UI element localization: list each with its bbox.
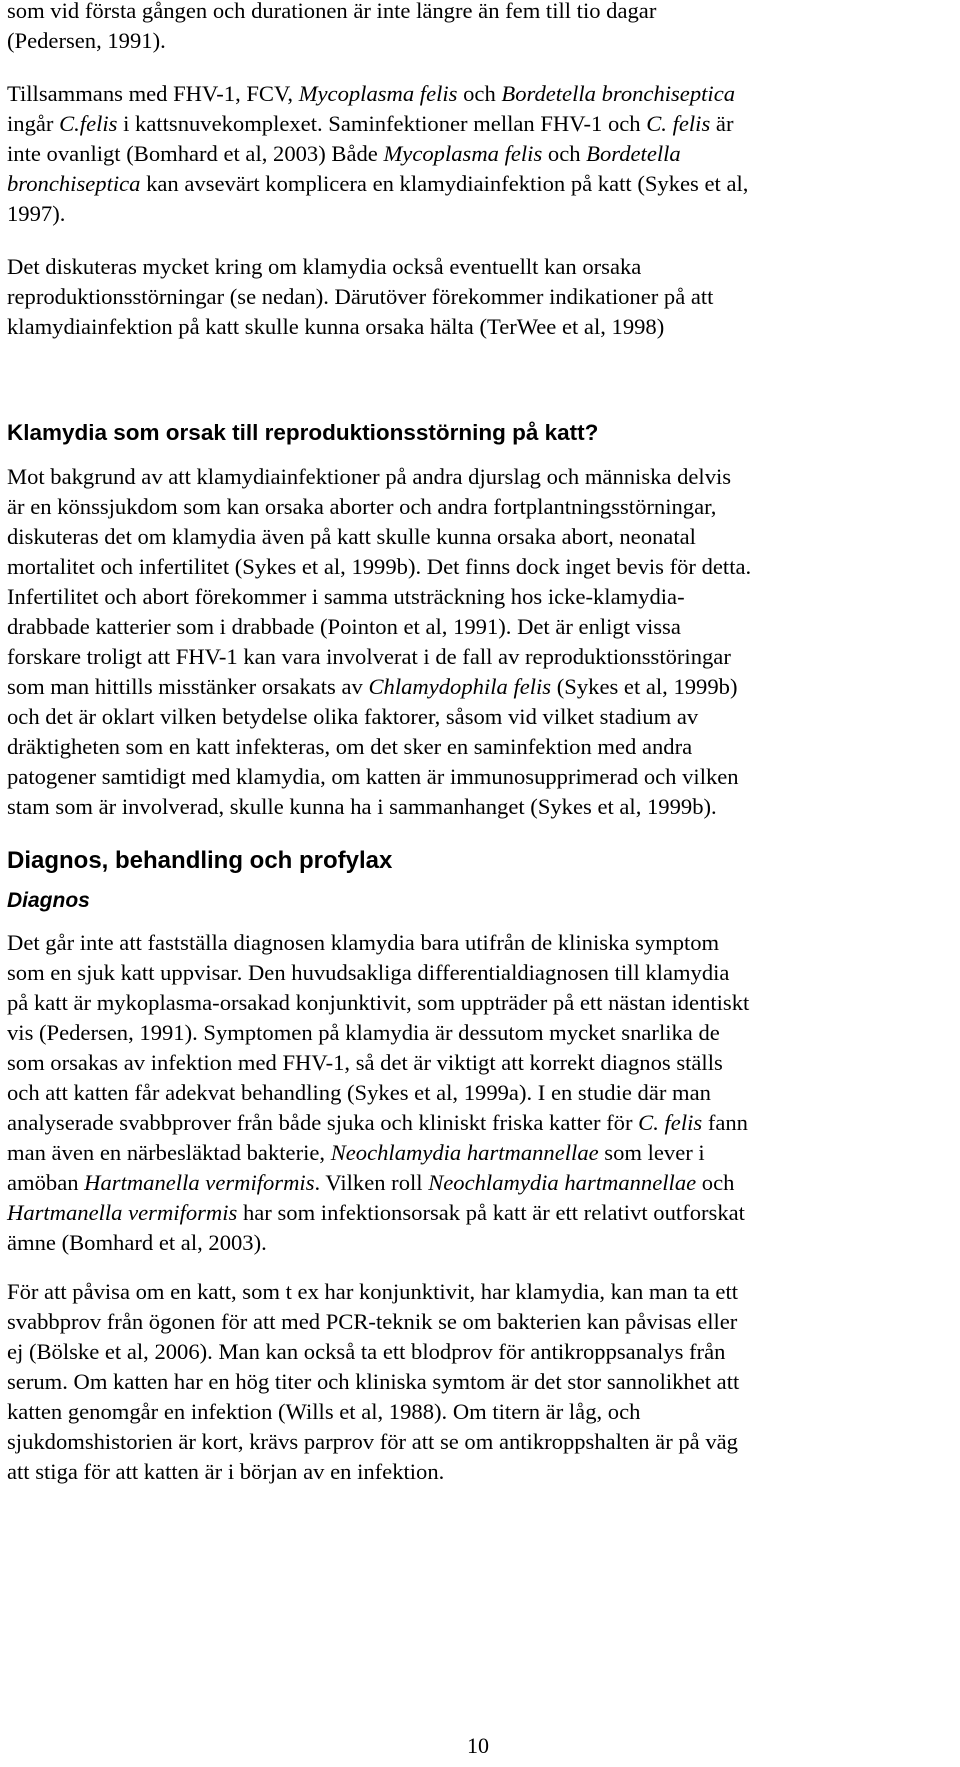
- text-run: kan avsevärt komplicera en klamydiainfektion på katt (Sykes et al,: [140, 171, 749, 196]
- text-run: Mot bakgrund av att klamydiainfektioner på andra djurslag och människa delvis: [7, 464, 732, 489]
- text-line: [7, 462, 947, 492]
- text-line: [7, 988, 947, 1018]
- italic-text: C.felis: [59, 111, 118, 136]
- heading-reproduction: Klamydia som orsak till reproduktionsstörning på katt?: [7, 420, 599, 445]
- text-run: ingår: [7, 111, 60, 136]
- text-run: sjukdomshistorien är kort, krävs parprov för att se om antikroppshalten är på väg: [7, 1429, 738, 1454]
- text-run: Infertilitet och abort förekommer i samma utsträckning hos icke-klamydia-: [7, 584, 685, 609]
- text-line: [7, 732, 947, 762]
- text-line: [7, 1228, 947, 1258]
- text-line: [7, 282, 947, 312]
- text-run: är en könssjukdom som kan orsaka aborter och andra fortplantningsstörningar,: [7, 494, 717, 519]
- text-line: [7, 199, 947, 229]
- text-line: [7, 1367, 947, 1397]
- text-line: [7, 958, 947, 988]
- heading-diagnosis-section: Diagnos, behandling och profylax: [7, 847, 393, 874]
- paragraph-5: [7, 928, 947, 1258]
- italic-text: C. felis: [646, 111, 711, 136]
- paragraph-3: [7, 252, 947, 342]
- paragraph-4: [7, 462, 947, 822]
- text-run: fann: [702, 1110, 748, 1135]
- text-run: och det är oklart vilken betydelse olika faktorer, såsom vid vilket stadium av: [7, 704, 699, 729]
- text-run: (Sykes et al, 1999b): [551, 674, 738, 699]
- text-run: i kattsnuvekomplexet. Saminfektioner mellan FHV-1 och: [117, 111, 647, 136]
- text-line: [7, 702, 947, 732]
- text-run: analyserade svabbprover från både sjuka och kliniskt friska katter för: [7, 1110, 639, 1135]
- italic-text: Mycoplasma felis: [383, 141, 543, 166]
- text-run: forskare troligt att FHV-1 kan vara involverat i de fall av reproduktionsstöringar: [7, 644, 731, 669]
- text-line: [7, 1138, 947, 1168]
- text-run: diskuteras det om klamydia även på katt skulle kunna orsaka abort, neonatal: [7, 524, 696, 549]
- text-run: För att påvisa om en katt, som t ex har konjunktivit, har klamydia, kan man ta ett: [7, 1279, 738, 1304]
- text-line: [7, 642, 947, 672]
- text-line: [7, 1018, 947, 1048]
- italic-text: Neochlamydia hartmannellae: [330, 1140, 599, 1165]
- text-run: dräktigheten som en katt infekteras, om det sker en saminfektion med andra: [7, 734, 693, 759]
- text-line: [7, 312, 947, 342]
- text-line: [7, 582, 947, 612]
- italic-text: Mycoplasma felis: [298, 81, 458, 106]
- text-line: [7, 1337, 947, 1367]
- text-run: på katt är mykoplasma-orsakad konjunktivit, som uppträder på ett nästan identiskt: [7, 990, 750, 1015]
- heading-diagnosis: Diagnos: [7, 889, 90, 912]
- text-line: [7, 492, 947, 522]
- italic-text: bronchiseptica: [7, 171, 141, 196]
- text-run: och: [696, 1170, 735, 1195]
- text-line: [7, 1108, 947, 1138]
- text-line: [7, 1397, 947, 1427]
- text-line: [7, 762, 947, 792]
- text-run: som man hittills misstänker orsakats av: [7, 674, 369, 699]
- italic-text: Bordetella: [586, 141, 681, 166]
- text-line: [7, 1427, 947, 1457]
- text-line: [7, 1457, 947, 1487]
- paragraph-6: [7, 1277, 947, 1487]
- text-run: 1997).: [7, 201, 66, 226]
- text-line: [7, 552, 947, 582]
- text-line: [7, 1048, 947, 1078]
- text-run: är: [710, 111, 734, 136]
- italic-text: Hartmanella vermiformis: [7, 1200, 238, 1225]
- text-run: (Pedersen, 1991).: [7, 28, 166, 53]
- text-line: [7, 1198, 947, 1228]
- text-run: amöban: [7, 1170, 85, 1195]
- text-run: vis (Pedersen, 1991). Symptomen på klamydia är dessutom mycket snarlika de: [7, 1020, 720, 1045]
- text-line: [7, 928, 947, 958]
- text-line: [7, 1078, 947, 1108]
- text-run: katten genomgår en infektion (Wills et al, 1988). Om titern är låg, och: [7, 1399, 641, 1424]
- text-run: och att katten får adekvat behandling (Sykes et al, 1999a). I en studie där man: [7, 1080, 711, 1105]
- document-page: [7, 0, 947, 1767]
- paragraph-2: [7, 79, 947, 229]
- text-line: [7, 1277, 947, 1307]
- text-run: Det diskuteras mycket kring om klamydia också eventuellt kan orsaka: [7, 254, 642, 279]
- italic-text: C. felis: [638, 1110, 703, 1135]
- text-line: [7, 109, 947, 139]
- text-run: mortalitet och infertilitet (Sykes et al, 1999b). Det finns dock inget bevis för detta.: [7, 554, 752, 579]
- text-line: [7, 79, 947, 109]
- page-number: 10: [467, 1733, 489, 1758]
- text-run: inte ovanligt (Bomhard et al, 2003) Både: [7, 141, 384, 166]
- text-line: [7, 252, 947, 282]
- text-run: drabbade katterier som i drabbade (Pointon et al, 1991). Det är enligt vissa: [7, 614, 681, 639]
- text-run: reproduktionsstörningar (se nedan). Därutöver förekommer indikationer på att: [7, 284, 714, 309]
- italic-text: Chlamydophila felis: [368, 674, 552, 699]
- text-run: som lever i: [598, 1140, 705, 1165]
- text-run: stam som är involverad, skulle kunna ha i sammanhanget (Sykes et al, 1999b).: [7, 794, 717, 819]
- text-run: patogener samtidigt med klamydia, om katten är immunosupprimerad och vilken: [7, 764, 739, 789]
- text-line: [7, 0, 947, 26]
- text-run: som en sjuk katt uppvisar. Den huvudsakliga differentialdiagnosen till klamydia: [7, 960, 730, 985]
- text-run: som vid första gången och durationen är inte längre än fem till tio dagar: [7, 0, 657, 23]
- text-line: [7, 26, 947, 56]
- text-run: klamydiainfektion på katt skulle kunna orsaka hälta (TerWee et al, 1998): [7, 314, 665, 339]
- paragraph-1: [7, 0, 947, 56]
- text-run: Det går inte att fastställa diagnosen klamydia bara utifrån de kliniska symptom: [7, 930, 720, 955]
- text-line: [7, 1307, 947, 1337]
- text-line: [7, 169, 947, 199]
- text-run: har som infektionsorsak på katt är ett relativt outforskat: [237, 1200, 745, 1225]
- text-line: [7, 139, 947, 169]
- italic-text: Hartmanella vermiformis: [84, 1170, 315, 1195]
- text-line: [7, 1168, 947, 1198]
- text-run: man även en närbesläktad bakterie,: [7, 1140, 331, 1165]
- text-run: ej (Bölske et al, 2006). Man kan också ta ett blodprov för antikroppsanalys från: [7, 1339, 726, 1364]
- text-run: som orsakas av infektion med FHV-1, så det är viktigt att korrekt diagnos ställs: [7, 1050, 723, 1075]
- italic-text: Neochlamydia hartmannellae: [428, 1170, 697, 1195]
- text-run: . Vilken roll: [314, 1170, 429, 1195]
- text-run: och: [457, 81, 502, 106]
- text-run: att stiga för att katten är i början av en infektion.: [7, 1459, 445, 1484]
- text-run: serum. Om katten har en hög titer och kliniska symtom är det stor sannolikhet att: [7, 1369, 740, 1394]
- text-line: [7, 792, 947, 822]
- italic-text: Bordetella bronchiseptica: [501, 81, 736, 106]
- text-line: [7, 522, 947, 552]
- text-run: ämne (Bomhard et al, 2003).: [7, 1230, 267, 1255]
- text-run: svabbprov från ögonen för att med PCR-teknik se om bakterien kan påvisas eller: [7, 1309, 738, 1334]
- text-run: och: [542, 141, 587, 166]
- text-line: [7, 612, 947, 642]
- text-line: [7, 672, 947, 702]
- text-run: Tillsammans med FHV-1, FCV,: [7, 81, 299, 106]
